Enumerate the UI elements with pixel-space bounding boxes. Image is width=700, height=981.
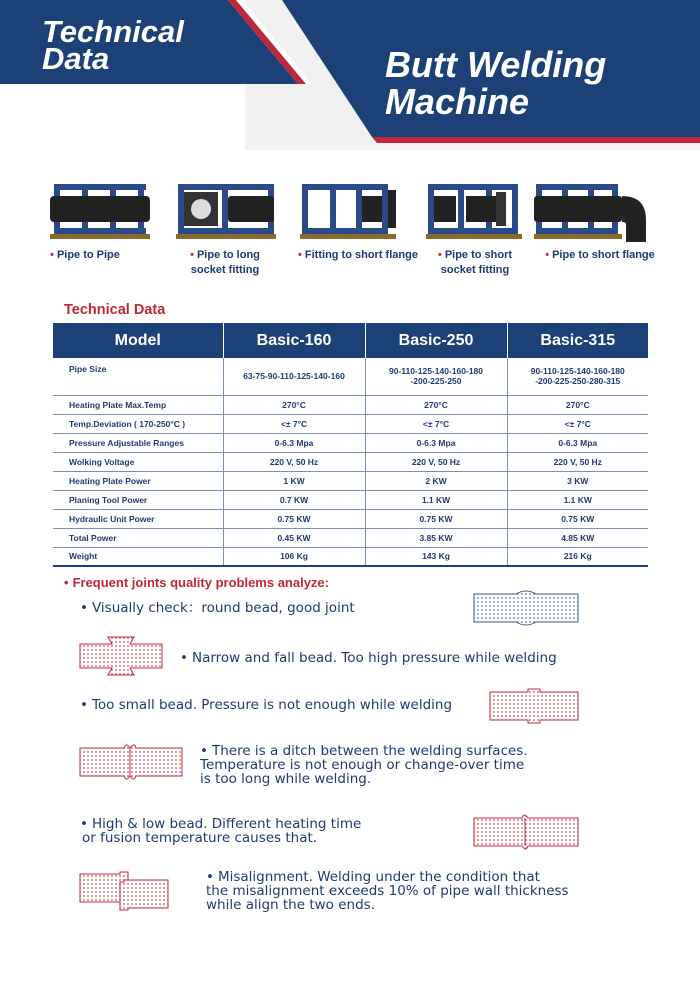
bullet-icon: • <box>190 249 194 261</box>
row-label: Pressure Adjustable Ranges <box>53 433 223 452</box>
joint-5-line1: High & low bead. Different heating time <box>91 816 362 832</box>
joint-narrow-bead-diagram <box>78 636 164 676</box>
cell: 0-6.3 Mpa <box>223 433 365 452</box>
spec-table <box>53 323 648 567</box>
bullet-icon: • <box>50 249 54 261</box>
machine-gallery <box>50 178 660 278</box>
cell-line: -200-225-250-280-315 <box>535 376 621 387</box>
table-row <box>53 490 648 509</box>
joint-3-line1: Too small bead. Pressure is not enough while welding <box>91 697 453 713</box>
machine-caption-3-line1: Fitting to short flange <box>304 249 418 261</box>
cell: 3.85 KW <box>365 528 507 547</box>
cell: 270°C <box>223 395 365 414</box>
table-row <box>53 358 648 395</box>
machine-pipe-short-socket <box>426 178 546 242</box>
cell-line: 90-110-125-140-160-180 <box>388 366 484 377</box>
joint-4-text <box>200 744 528 786</box>
row-label: Heating Plate Max.Temp <box>53 395 223 414</box>
cell: 0.75 KW <box>365 509 507 528</box>
machine-caption-2 <box>150 248 300 278</box>
joint-2-line1: Narrow and fall bead. Too high pressure while welding <box>191 650 557 666</box>
joint-2-text <box>180 651 557 665</box>
cell: 0.45 KW <box>223 528 365 547</box>
cell: <± 7°C <box>507 414 648 433</box>
joint-5-text <box>80 817 361 845</box>
page-header <box>0 0 700 150</box>
header-left-line1: Technical <box>42 14 184 49</box>
bullet-icon: • <box>80 697 88 713</box>
cell: 0.75 KW <box>223 509 365 528</box>
bullet-icon: • <box>80 600 88 616</box>
bullet-icon: • <box>180 650 188 666</box>
machine-caption-4-line1: Pipe to short <box>444 249 513 261</box>
header-right-line1: Butt Welding <box>385 44 607 85</box>
bullet-icon: • <box>80 816 88 832</box>
cell: 1.1 KW <box>507 490 648 509</box>
header-basic-250: Basic-250 <box>365 323 507 358</box>
machine-pipe-short-flange <box>534 178 654 242</box>
cell: <± 7°C <box>365 414 507 433</box>
cell: 143 Kg <box>365 547 507 566</box>
machine-pipe-short-flange-image <box>534 178 654 242</box>
header-model: Model <box>53 323 223 358</box>
machine-caption-1 <box>10 248 160 263</box>
joint-6-line3: while align the two ends. <box>206 897 375 913</box>
joint-5-line2: or fusion temperature causes that. <box>82 830 318 846</box>
bullet-icon: • <box>200 743 208 759</box>
row-label: Pipe Size <box>53 358 223 395</box>
cell: 220 V, 50 Hz <box>507 452 648 471</box>
cell: 2 KW <box>365 471 507 490</box>
cell: 270°C <box>365 395 507 414</box>
bullet-icon: • <box>298 249 302 261</box>
cell: 106 Kg <box>223 547 365 566</box>
header-left-line2: Data <box>42 41 110 76</box>
cell: 216 Kg <box>507 547 648 566</box>
cell: 0-6.3 Mpa <box>507 433 648 452</box>
row-label: Weight <box>53 547 223 566</box>
header-basic-315: Basic-315 <box>507 323 648 358</box>
cell: 220 V, 50 Hz <box>365 452 507 471</box>
cell: 3 KW <box>507 471 648 490</box>
cell: <± 7°C <box>223 414 365 433</box>
cell <box>507 358 648 395</box>
table-row <box>53 395 648 414</box>
header-left-title <box>42 14 184 76</box>
joint-4-line2: Temperature is not enough or change-over time <box>200 757 525 773</box>
cell: 0.7 KW <box>223 490 365 509</box>
machine-pipe-to-pipe <box>50 178 170 242</box>
joints-title <box>64 575 329 590</box>
cell: 220 V, 50 Hz <box>223 452 365 471</box>
cell-line: -200-225-250 <box>410 376 462 387</box>
bullet-icon: • <box>437 249 442 261</box>
joint-misalignment-diagram <box>78 870 170 912</box>
machine-caption-2-line2: socket fitting <box>190 264 260 276</box>
joints-title-text: Frequent joints quality problems analyze: <box>72 575 329 590</box>
spec-header-row <box>53 323 648 358</box>
joint-6-text <box>206 870 569 912</box>
bullet-icon: • <box>64 575 69 590</box>
row-label: Hydraulic Unit Power <box>53 509 223 528</box>
joint-6-line1-row <box>206 870 569 884</box>
cell: 270°C <box>507 395 648 414</box>
cell: 1 KW <box>223 471 365 490</box>
joint-ditch-diagram <box>78 742 184 782</box>
machine-caption-1-line1: Pipe to Pipe <box>56 249 120 261</box>
table-row <box>53 471 648 490</box>
header-right-stripe <box>372 137 700 143</box>
joint-good-diagram <box>472 588 580 628</box>
machine-pipe-to-pipe-image <box>50 178 150 242</box>
bullet-icon: • <box>545 249 550 261</box>
row-label: Heating Plate Power <box>53 471 223 490</box>
machine-caption-5 <box>525 248 675 263</box>
bullet-icon: • <box>206 869 214 885</box>
cell: 4.85 KW <box>507 528 648 547</box>
table-row <box>53 528 648 547</box>
row-label: Planing Tool Power <box>53 490 223 509</box>
joint-3-text <box>80 698 452 712</box>
cell-line: 90-110-125-140-160-180 <box>530 366 625 377</box>
table-row <box>53 509 648 528</box>
machine-pipe-long-socket-image <box>176 178 276 242</box>
machine-caption-5-line1: Pipe to short flange <box>552 249 655 261</box>
joint-4-line1-row <box>200 744 528 758</box>
machine-caption-2-line1: Pipe to long <box>196 249 260 261</box>
joint-4-line3: is too long while welding. <box>200 771 372 787</box>
joint-1-text <box>80 601 355 615</box>
table-row <box>53 547 648 566</box>
joint-1-line1: Visually check：round bead, good joint <box>91 600 355 616</box>
row-label: Temp.Deviation ( 170-250°C ) <box>53 414 223 433</box>
machine-fitting-short-flange <box>300 178 420 242</box>
cell: 0-6.3 Mpa <box>365 433 507 452</box>
table-row <box>53 452 648 471</box>
cell <box>365 358 507 395</box>
row-label: Wolking Voltage <box>53 452 223 471</box>
machine-caption-4-line2: socket fitting <box>440 264 510 276</box>
technical-data-title: Technical Data <box>64 302 166 318</box>
cell: 0.75 KW <box>507 509 648 528</box>
machine-pipe-short-socket-image <box>426 178 526 242</box>
joint-small-bead-diagram <box>488 686 580 726</box>
cell: 63-75-90-110-125-140-160 <box>223 358 365 395</box>
header-right-title <box>385 46 606 120</box>
table-row <box>53 414 648 433</box>
header-basic-160: Basic-160 <box>223 323 365 358</box>
joint-4-line1: There is a ditch between the welding surfaces. <box>211 743 528 759</box>
joint-6-line1: Misalignment. Welding under the condition that <box>217 869 540 885</box>
row-label: Total Power <box>53 528 223 547</box>
machine-fitting-short-flange-image <box>300 178 400 242</box>
machine-pipe-long-socket <box>176 178 296 242</box>
header-right-line2: Machine <box>385 81 530 122</box>
table-row <box>53 433 648 452</box>
joint-high-low-bead-diagram <box>472 810 580 852</box>
cell: 1.1 KW <box>365 490 507 509</box>
joint-5-line1-row <box>80 817 361 831</box>
joint-6-line2: the misalignment exceeds 10% of pipe wall thickness <box>206 883 569 899</box>
